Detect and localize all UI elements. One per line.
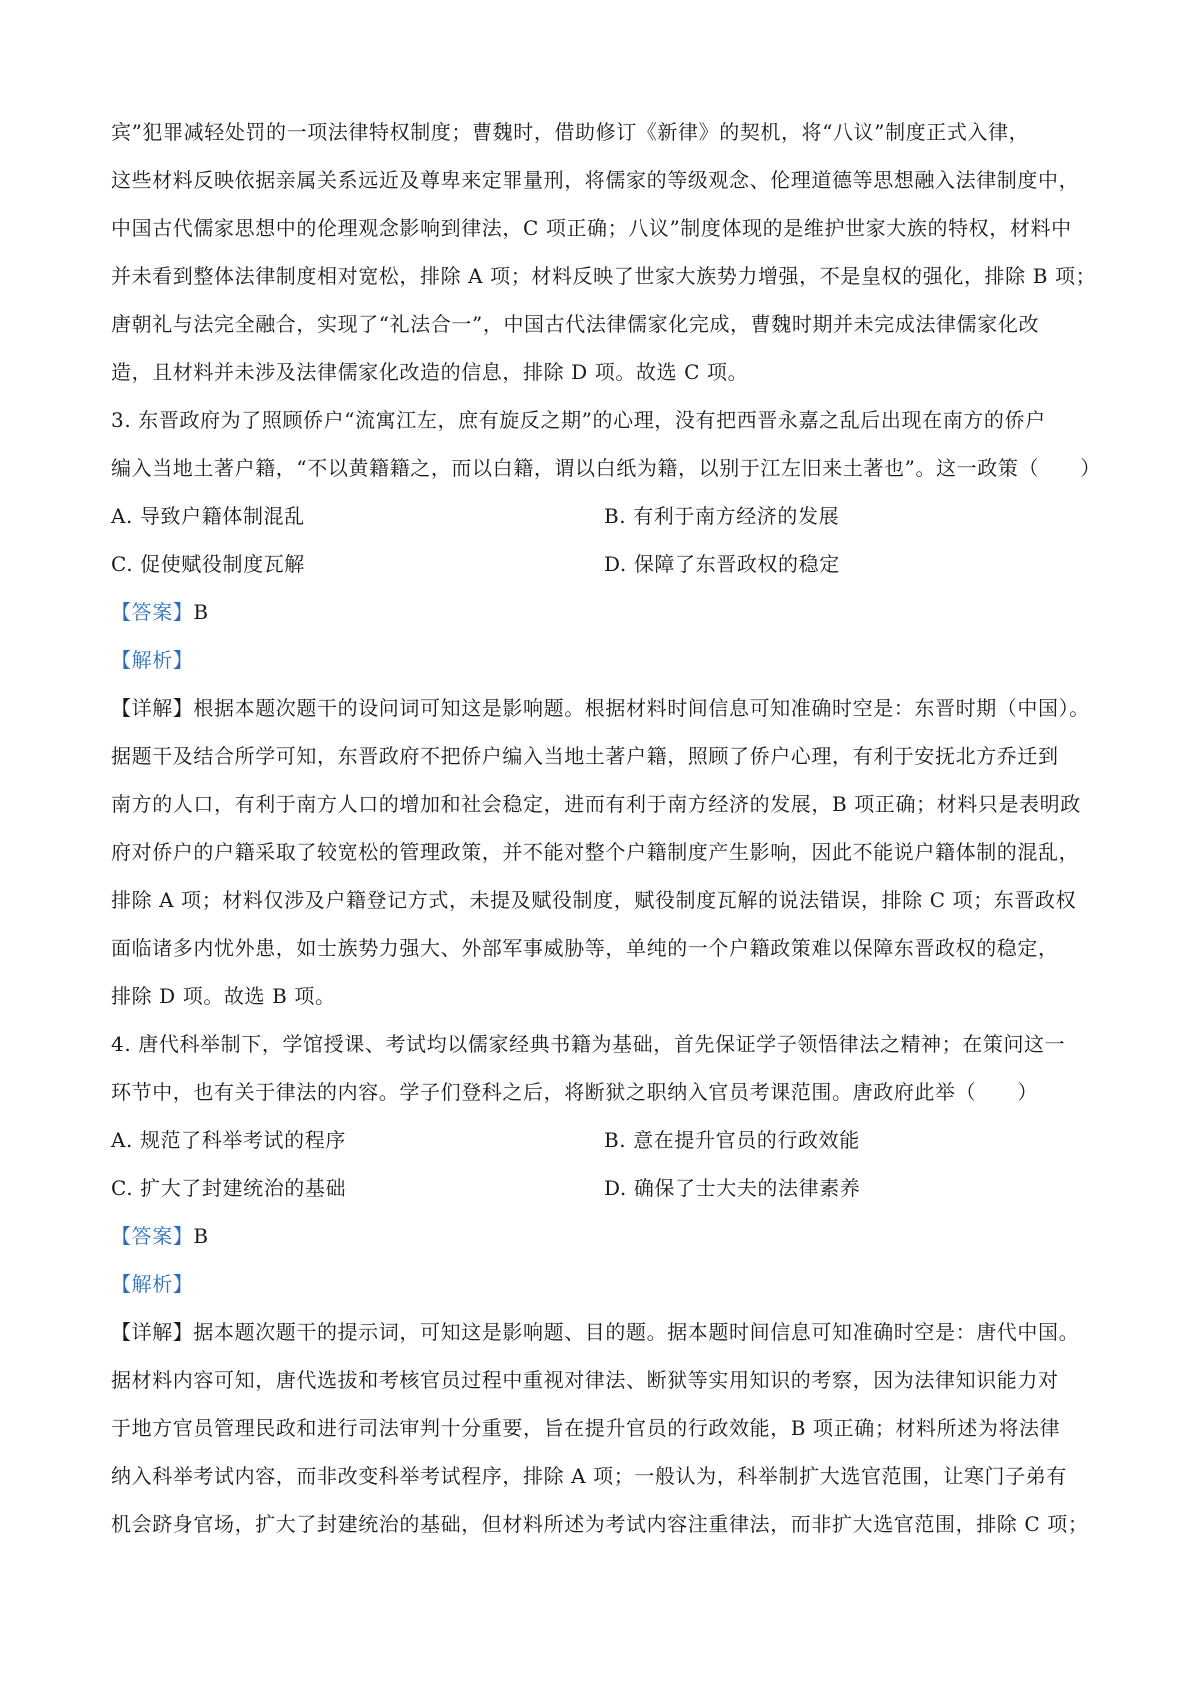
text-line: 唐朝礼与法完全融合，实现了“礼法合一”，中国古代法律儒家化完成，曹魏时期并未完成法律儒家化改 — [111, 312, 1040, 336]
analysis-tag: 【解析】 — [111, 648, 194, 672]
detail-text: 根据本题次题干的设问词可知这是影响题。根据材料时间信息可知准确时空是：东晋时期（中国）。 — [193, 696, 1090, 720]
text-line: 宾”犯罪减轻处罚的一项法律特权制度；曹魏时，借助修订《新律》的契机，将“八议”制度正式入律， — [111, 120, 1030, 144]
analysis-tag: 【解析】 — [111, 1272, 194, 1296]
answer-tag: 【答案】 — [111, 1224, 194, 1248]
detail-tag: 【详解】 — [111, 696, 194, 720]
detail-text: 据本题次题干的提示词，可知这是影响题、目的题。据本题时间信息可知准确时空是：唐代中国。 — [193, 1320, 1080, 1344]
option-d: D. 确保了士大夫的法律素养 — [604, 1176, 861, 1200]
option-a: A. 导致户籍体制混乱 — [111, 504, 305, 528]
detail-line: 府对侨户的户籍采取了较宽松的管理政策，并不能对整个户籍制度产生影响，因此不能说户籍体制的混乱， — [111, 840, 1080, 864]
detail-line: 纳入科举考试内容，而非改变科举考试程序，排除 A 项；一般认为，科举制扩大选官范围，让寒门子弟有 — [111, 1464, 1067, 1488]
analysis-heading — [111, 1260, 1099, 1308]
option-c: C. 促使赋役制度瓦解 — [111, 552, 305, 576]
option-d: D. 保障了东晋政权的稳定 — [604, 552, 840, 576]
analysis-heading — [111, 636, 1099, 684]
answer-line — [111, 1212, 1099, 1260]
text-line: 造，且材料并未涉及法律儒家化改造的信息，排除 D 项。故选 C 项。 — [111, 360, 749, 384]
detail-tag: 【详解】 — [111, 1320, 194, 1344]
detail-line: 南方的人口，有利于南方人口的增加和社会稳定，进而有利于南方经济的发展，B 项正确；材料只是表明政 — [111, 792, 1081, 816]
question-4 — [111, 1020, 1099, 1548]
answer-line — [111, 588, 1099, 636]
question-options — [111, 1116, 1099, 1212]
previous-explanation-continuation — [111, 108, 1099, 396]
answer-tag: 【答案】 — [111, 600, 194, 624]
text-line: 并未看到整体法律制度相对宽松，排除 A 项；材料反映了世家大族势力增强，不是皇权的强化，排除 B 项； — [111, 264, 1097, 288]
option-b: B. 有利于南方经济的发展 — [604, 504, 840, 528]
detail-line: 据材料内容可知，唐代选拔和考核官员过程中重视对律法、断狱等实用知识的考察，因为法律知识能力对 — [111, 1368, 1059, 1392]
option-c: C. 扩大了封建统治的基础 — [111, 1176, 347, 1200]
detail-line — [111, 1308, 1099, 1356]
detail-line: 排除 D 项。故选 B 项。 — [111, 984, 336, 1008]
detail-line — [111, 684, 1099, 732]
detail-line: 机会跻身官场，扩大了封建统治的基础，但材料所述为考试内容注重律法，而非扩大选官范围，排除 C 项； — [111, 1512, 1089, 1536]
detail-line: 于地方官员管理民政和进行司法审判十分重要，旨在提升官员的行政效能，B 项正确；材料所述为将法律 — [111, 1416, 1061, 1440]
text-line: 这些材料反映依据亲属关系远近及尊卑来定罪量刑，将儒家的等级观念、伦理道德等思想融入法律制度中， — [111, 168, 1080, 192]
option-a: A. 规范了科举考试的程序 — [111, 1128, 346, 1152]
detail-line: 排除 A 项；材料仅涉及户籍登记方式，未提及赋役制度，赋役制度瓦解的说法错误，排除 C 项；东晋政权 — [111, 888, 1077, 912]
text-line: 中国古代儒家思想中的伦理观念影响到律法，C 项正确；八议”制度体现的是维护世家大族的特权，材料中 — [111, 216, 1072, 240]
question-3 — [111, 396, 1099, 1020]
question-options — [111, 492, 1099, 588]
answer-value: B — [193, 600, 209, 624]
option-b: B. 意在提升官员的行政效能 — [604, 1128, 860, 1152]
answer-value: B — [193, 1224, 209, 1248]
question-stem-line: 环节中，也有关于律法的内容。学子们登科之后，将断狱之职纳入官员考课范围。唐政府此举（ ） — [111, 1080, 1038, 1104]
document-page — [111, 108, 1099, 1548]
question-stem-line: 3. 东晋政府为了照顾侨户“流寓江左，庶有旋反之期”的心理，没有把西晋永嘉之乱后出现在南方的侨户 — [111, 408, 1046, 432]
detail-line: 据题干及结合所学可知，东晋政府不把侨户编入当地土著户籍，照顾了侨户心理，有利于安抚北方乔迁到 — [111, 744, 1059, 768]
question-stem-line: 编入当地土著户籍，“不以黄籍籍之，而以白籍，谓以白纸为籍，以别于江左旧来土著也”。这一政策（ ） — [111, 456, 1101, 480]
question-stem-line: 4. 唐代科举制下，学馆授课、考试均以儒家经典书籍为基础，首先保证学子领悟律法之精神；在策问这一 — [111, 1032, 1066, 1056]
detail-line: 面临诸多内忧外患，如士族势力强大、外部军事威胁等，单纯的一个户籍政策难以保障东晋政权的稳定， — [111, 936, 1059, 960]
